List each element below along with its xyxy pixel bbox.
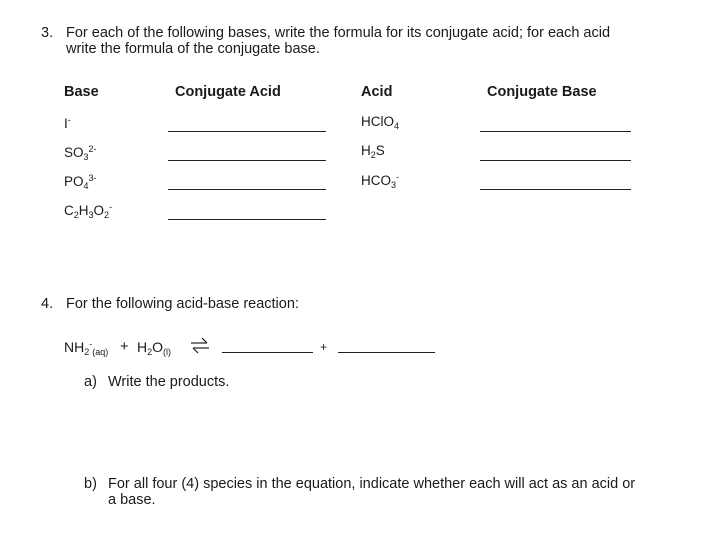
part-a-label: a) xyxy=(84,374,97,390)
question-3-text-line1: For each of the following bases, write the formula for its conjugate acid; for each acid xyxy=(66,25,611,41)
formula-subscript: 2 xyxy=(147,347,153,357)
part-b-text-line2: a base. xyxy=(108,492,156,508)
formula-subscript: (l) xyxy=(163,347,172,357)
question-4-number: 4. xyxy=(41,296,54,312)
conjugate-acid-blank-1[interactable] xyxy=(168,131,326,132)
formula-symbol: C xyxy=(64,203,74,218)
question-3-number: 3. xyxy=(41,25,54,41)
formula-supscript: - xyxy=(89,339,93,349)
part-b-text-line1: For all four (4) species in the equation, indicate whether each will act as an acid or xyxy=(108,476,636,492)
formula-symbol: I xyxy=(64,116,68,131)
product-blank-2[interactable] xyxy=(338,352,435,353)
formula-subscript: 2 xyxy=(370,150,376,160)
equilibrium-arrow-icon xyxy=(190,337,210,355)
conjugate-acid-blank-2[interactable] xyxy=(168,160,326,161)
header-base: Base xyxy=(64,84,99,100)
plus-sign-products: + xyxy=(320,340,328,354)
formula-supscript: - xyxy=(67,115,71,125)
header-conjugate-acid: Conjugate Acid xyxy=(175,84,281,100)
acid-formula-perchloric xyxy=(361,114,399,131)
formula-subscript: 2 xyxy=(104,210,110,220)
conjugate-acid-blank-4[interactable] xyxy=(168,219,326,220)
part-b-label: b) xyxy=(84,476,97,492)
conjugate-base-blank-1[interactable] xyxy=(480,131,631,132)
part-a-text: Write the products. xyxy=(108,374,230,390)
formula-symbol: NH xyxy=(64,339,85,355)
formula-subscript: 4 xyxy=(83,181,89,191)
formula-symbol: S xyxy=(375,143,385,158)
conjugate-base-blank-2[interactable] xyxy=(480,160,631,161)
formula-symbol: O xyxy=(152,339,164,355)
base-formula-iodide xyxy=(64,115,71,131)
reactant-water xyxy=(137,339,171,357)
product-blank-1[interactable] xyxy=(222,352,313,353)
plus-sign-reactants: + xyxy=(120,339,129,355)
base-formula-acetate xyxy=(64,202,112,220)
formula-supscript: 2- xyxy=(88,144,97,154)
formula-supscript: - xyxy=(396,172,400,182)
formula-subscript: 3 xyxy=(83,152,89,162)
formula-symbol: PO xyxy=(64,174,84,189)
conjugate-base-blank-3[interactable] xyxy=(480,189,631,190)
header-acid: Acid xyxy=(361,84,393,100)
reactant-amide xyxy=(64,339,108,357)
formula-subscript: 3 xyxy=(88,210,94,220)
formula-subscript: 4 xyxy=(394,121,400,131)
base-formula-sulfite xyxy=(64,144,97,162)
formula-symbol: H xyxy=(78,203,89,218)
formula-symbol: SO xyxy=(64,145,84,160)
formula-subscript: 2 xyxy=(73,210,79,220)
formula-symbol: O xyxy=(93,203,105,218)
header-conjugate-base: Conjugate Base xyxy=(487,84,597,100)
question-4-prompt: For the following acid-base reaction: xyxy=(66,296,299,312)
base-formula-phosphate xyxy=(64,173,97,191)
conjugate-acid-blank-3[interactable] xyxy=(168,189,326,190)
formula-supscript: 3- xyxy=(88,173,97,183)
formula-symbol: HCO xyxy=(361,173,391,188)
formula-symbol: H xyxy=(361,143,371,158)
acid-formula-hydrogen-sulfide xyxy=(361,143,385,160)
formula-symbol: H xyxy=(137,339,148,355)
formula-subscript: (aq) xyxy=(92,347,109,357)
formula-supscript: - xyxy=(109,202,113,212)
formula-symbol: HClO xyxy=(361,114,394,129)
acid-formula-bicarbonate xyxy=(361,172,399,190)
question-3-text-line2: write the formula of the conjugate base. xyxy=(66,41,320,57)
formula-subscript: 3 xyxy=(391,180,397,190)
formula-subscript: 2 xyxy=(84,347,90,357)
